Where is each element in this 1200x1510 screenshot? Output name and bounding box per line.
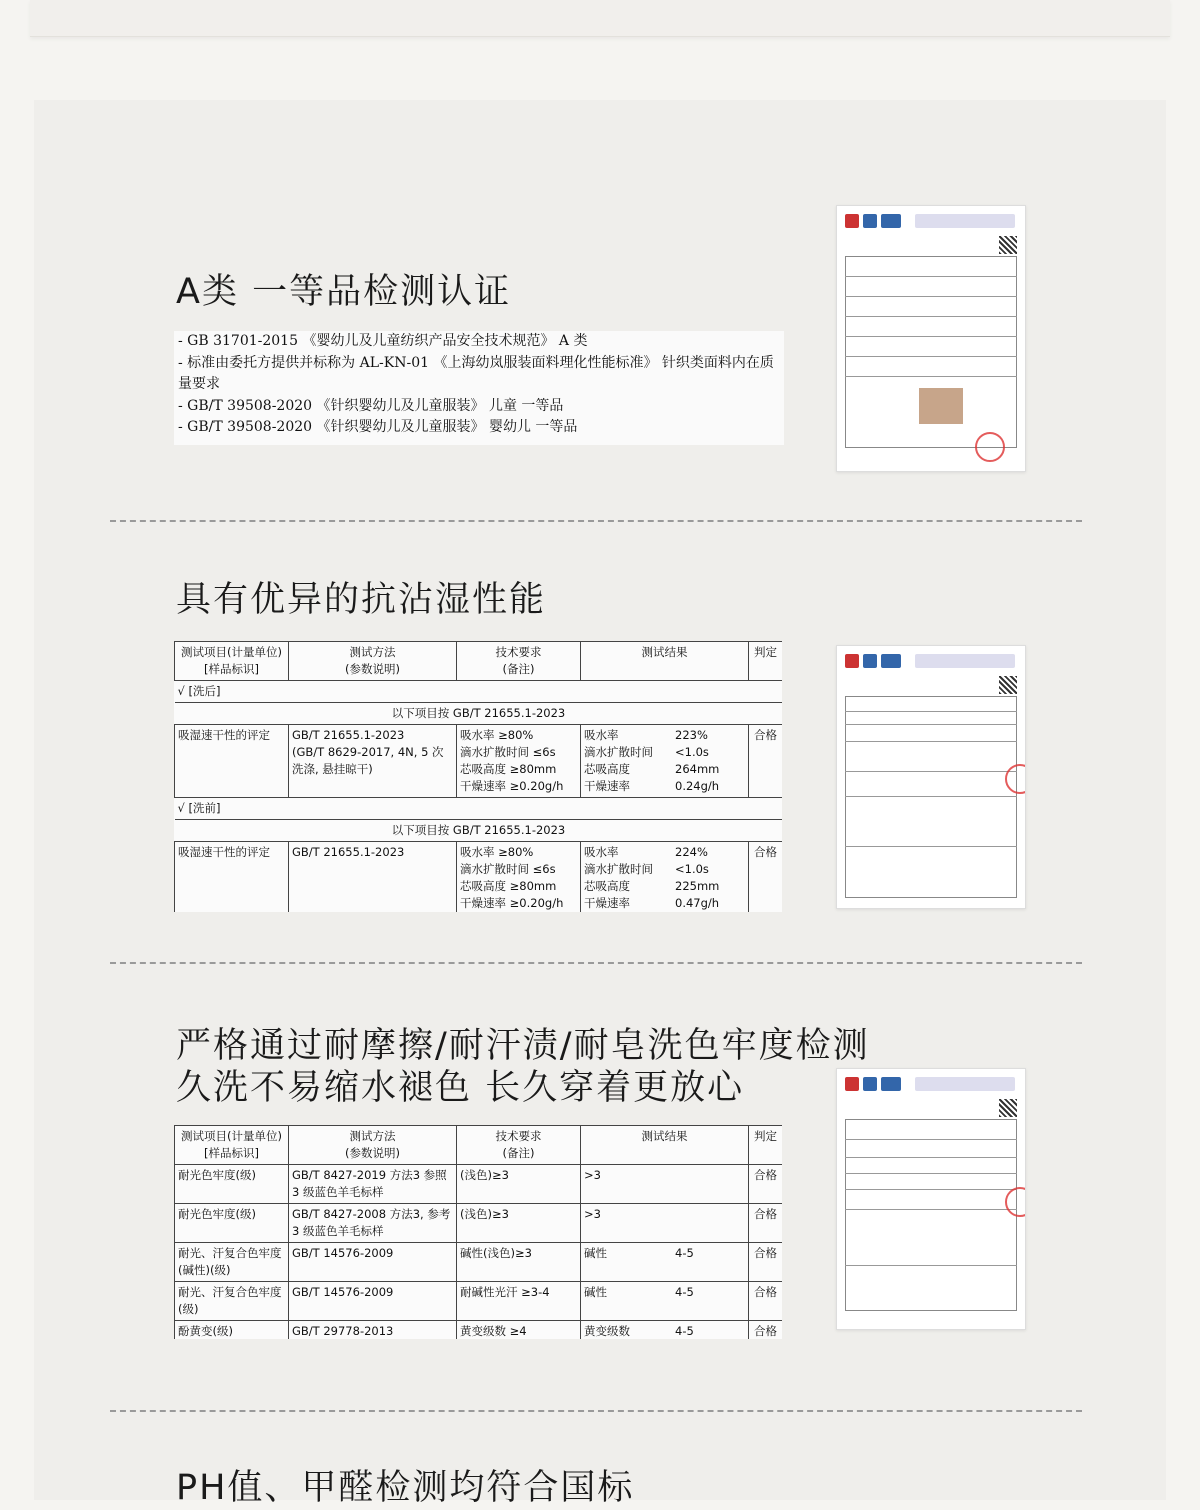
col-header: 测试方法 (参数说明)	[289, 642, 457, 681]
result-value: 225mm	[675, 879, 720, 893]
result-value: 4-5	[675, 1324, 694, 1338]
result-key: >3	[584, 1207, 601, 1221]
test-method: GB/T 14576-2009	[289, 1282, 457, 1321]
verdict: 合格	[749, 1204, 783, 1243]
col-header: 测试结果	[581, 1126, 749, 1165]
col-header: 测试项目(计量单位) [样品标识]	[175, 1126, 289, 1165]
result-key: 芯吸高度	[584, 879, 630, 893]
table-row	[175, 1243, 783, 1282]
result-value: <1.0s	[675, 745, 709, 759]
test-method: GB/T 29778-2013	[289, 1321, 457, 1340]
result	[581, 1165, 749, 1204]
test-method: GB/T 14576-2009	[289, 1243, 457, 1282]
result-value: 4-5	[675, 1246, 694, 1260]
requirement: 芯吸高度 ≥80mm	[460, 762, 557, 776]
test-item: 耐光、汗复合色牢度(级)	[175, 1282, 289, 1321]
verdict: 合格	[749, 1282, 783, 1321]
verdict: 合格	[749, 1243, 783, 1282]
table-row	[175, 725, 783, 798]
col-header: 判定	[749, 1126, 783, 1165]
requirement: 芯吸高度 ≥80mm	[460, 879, 557, 893]
table-row	[175, 1282, 783, 1321]
result-key: 干燥速率	[584, 779, 630, 793]
result	[581, 1204, 749, 1243]
group-standard: 以下项目按 GB/T 21655.1-2023	[175, 703, 783, 725]
group-label: √ [洗前]	[175, 798, 783, 820]
result-value	[675, 1167, 737, 1184]
spec-list	[174, 331, 784, 445]
col-header: 测试项目(计量单位) [样品标识]	[175, 642, 289, 681]
section-divider	[110, 1410, 1082, 1412]
requirement: 干燥速率 ≥0.20g/h	[460, 779, 564, 793]
colorfastness-table	[174, 1125, 782, 1339]
test-item: 耐光、汗复合色牢度(碱性)(级)	[175, 1243, 289, 1282]
result-key: 滴水扩散时间	[584, 862, 653, 876]
col-header: 判定	[749, 642, 783, 681]
section-divider	[110, 962, 1082, 964]
results	[581, 725, 749, 798]
test-item: 耐光色牢度(级)	[175, 1204, 289, 1243]
table-row	[175, 1204, 783, 1243]
result-value	[675, 1206, 737, 1223]
result-key: 吸水率	[584, 845, 619, 859]
requirement: 黄变级数 ≥4	[457, 1321, 581, 1340]
certificate-image-3	[836, 1068, 1026, 1330]
result	[581, 1243, 749, 1282]
result	[581, 1282, 749, 1321]
result-key: 碱性	[584, 1246, 607, 1260]
requirement: (浅色)≥3	[457, 1165, 581, 1204]
col-header: 技术要求 (备注)	[457, 642, 581, 681]
certificate-image-1	[836, 205, 1026, 472]
spec-item: - GB 31701-2015 《婴幼儿及儿童纺织产品安全技术规范》 A 类	[178, 333, 588, 349]
result-value: 0.24g/h	[675, 779, 720, 793]
requirement: 滴水扩散时间 ≤6s	[460, 745, 556, 759]
test-item: 酚黄变(级)	[175, 1321, 289, 1340]
requirement: 碱性(浅色)≥3	[457, 1243, 581, 1282]
result	[581, 1321, 749, 1340]
table-row	[175, 1321, 783, 1340]
test-method: GB/T 8427-2008 方法3, 参考3 级蓝色羊毛标样	[289, 1204, 457, 1243]
result-value: 264mm	[675, 762, 720, 776]
spec-item: - GB/T 39508-2020 《针织婴幼儿及儿童服装》 儿童 一等品	[178, 397, 564, 414]
spec-item: - 标准由委托方提供并标称为 AL-KN-01 《上海幼岚服装面料理化性能标准》 针织类面料内在质量要求	[178, 354, 774, 393]
result-value: 0.47g/h	[675, 896, 720, 910]
section3-title-line2: 久洗不易缩水褪色 长久穿着更放心	[176, 1068, 745, 1108]
requirement: (浅色)≥3	[457, 1204, 581, 1243]
test-item: 吸湿速干性的评定	[175, 842, 289, 913]
wicking-test-table	[174, 641, 782, 912]
requirements	[457, 842, 581, 913]
result-key: 碱性	[584, 1285, 607, 1299]
table-row	[175, 1165, 783, 1204]
verdict: 合格	[749, 725, 783, 798]
result-key: >3	[584, 1168, 601, 1182]
section4-title: PH值、甲醛检测均符合国标	[176, 1468, 635, 1508]
certificate-image-2	[836, 645, 1026, 909]
section3-title-line1: 严格通过耐摩擦/耐汗渍/耐皂洗色牢度检测	[176, 1026, 870, 1066]
table-row	[175, 842, 783, 913]
requirement: 耐碱性光汗 ≥3-4	[457, 1282, 581, 1321]
spec-item: - GB/T 39508-2020 《针织婴幼儿及儿童服装》 婴幼儿 一等品	[178, 419, 578, 436]
result-key: 黄变级数	[584, 1324, 630, 1338]
requirement: 吸水率 ≥80%	[460, 845, 534, 859]
result-key: 干燥速率	[584, 896, 630, 910]
col-header: 测试方法 (参数说明)	[289, 1126, 457, 1165]
requirement: 干燥速率 ≥0.20g/h	[460, 896, 564, 910]
top-strip	[30, 0, 1170, 37]
test-method: GB/T 8427-2019 方法3 参照3 级蓝色羊毛标样	[289, 1165, 457, 1204]
result-key: 芯吸高度	[584, 762, 630, 776]
section2-title: 具有优异的抗沾湿性能	[176, 580, 547, 620]
test-method: GB/T 21655.1-2023	[289, 842, 457, 913]
verdict: 合格	[749, 1321, 783, 1340]
requirements	[457, 725, 581, 798]
col-header: 技术要求 (备注)	[457, 1126, 581, 1165]
requirement: 滴水扩散时间 ≤6s	[460, 862, 556, 876]
section1-title: A类 一等品检测认证	[176, 272, 512, 312]
result-value: 4-5	[675, 1285, 694, 1299]
test-item: 吸湿速干性的评定	[175, 725, 289, 798]
requirement: 吸水率 ≥80%	[460, 728, 534, 742]
test-method: GB/T 21655.1-2023 (GB/T 8629-2017, 4N, 5 次洗涤, 悬挂晾干)	[289, 725, 457, 798]
result-value: 224%	[675, 845, 708, 859]
result-key: 吸水率	[584, 728, 619, 742]
result-value: 223%	[675, 728, 708, 742]
result-value: <1.0s	[675, 862, 709, 876]
results	[581, 842, 749, 913]
test-item: 耐光色牢度(级)	[175, 1165, 289, 1204]
verdict: 合格	[749, 842, 783, 913]
group-standard: 以下项目按 GB/T 21655.1-2023	[175, 820, 783, 842]
section-divider	[110, 520, 1082, 522]
verdict: 合格	[749, 1165, 783, 1204]
group-label: √ [洗后]	[175, 681, 783, 703]
result-key: 滴水扩散时间	[584, 745, 653, 759]
col-header: 测试结果	[581, 642, 749, 681]
